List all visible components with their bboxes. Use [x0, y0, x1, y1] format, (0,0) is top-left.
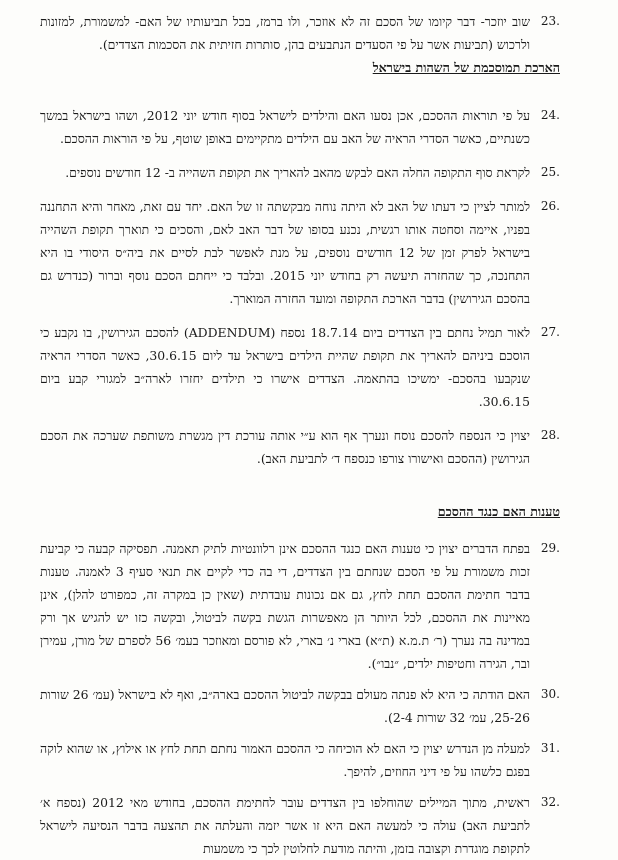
paragraph-number: 23. — [540, 14, 560, 28]
paragraph-number: 30. — [540, 687, 560, 701]
paragraph-25 — [40, 161, 560, 184]
paragraph-number: 24. — [540, 108, 560, 122]
section-heading-extension: הארכת תמוסכמת של השהות בישראל — [372, 60, 560, 75]
paragraph-text: לקראת סוף התקופה החלה האם לבקש מהאב להאריך את תקופת השהייה ב- 12 חודשים נוספים. — [65, 165, 530, 180]
paragraph-text: ראשית, מתוך המיילים שהוחלפו בין הצדדים עובר לחתימת ההסכם, בחודש מאי 2012 (נספח א׳ לתביעת האב) עולה כי למעשה האם היא זו אשר יזמה והעלתה את תהצעה בדבר הנסיעה לישראל לתקופת מוגדרת וקצובה בזמן, והיתה מודעת לחלוטין לכך כי משמעות — [40, 795, 530, 856]
paragraph-31 — [40, 737, 560, 783]
paragraph-text: למעלה מן הנדרש יצוין כי האם לא הוכיחה כי ההסכם האמור נחתם תחת לחץ או אילוץ, או שהוא לוקה בפגם כלשהו על פי דיני החוזים, להיפך. — [40, 741, 530, 779]
paragraph-26 — [40, 195, 560, 310]
paragraph-text: על פי תוראות ההסכם, אכן נסעו האם והילדים לישראל בסוף חודש יוני 2012, ושהו בישראל במשך כשנתיים, כאשר הסדרי הראיה של האב עם הילדים מתקיימים באופן שוטף, על פי הוראות ההסכם. — [40, 108, 531, 146]
paragraph-32 — [40, 791, 560, 860]
paragraph-text: האם הודתה כי היא לא פנתה מעולם בבקשה לביטול ההסכם בארה״ב, ואף לא בישראל (עמ׳ 26 שורות 25-26, עמ׳ 32 שורות 2-4). — [40, 687, 531, 725]
paragraph-24 — [40, 104, 560, 150]
paragraph-27 — [40, 321, 560, 413]
paragraph-number: 26. — [540, 199, 560, 213]
paragraph-number: 27. — [540, 325, 560, 339]
paragraph-text: יצוין כי הנספח להסכם נוסח ונערך אף הוא ע״י אותה עורכת דין מגשרת משותפת שערכה את הסכם הגירושין (ההסכם ואישורו צורפו כנספח ד׳ לתביעת האב). — [40, 428, 530, 466]
paragraph-23 — [40, 10, 560, 56]
paragraph-28 — [40, 424, 560, 470]
paragraph-number: 25. — [540, 165, 560, 179]
paragraph-text: בפתח הדברים יצוין כי טענות האם כנגד ההסכם אינן רלוונטיות לתיק תאמנה. תפסיקה קבעה כי קביעת זכות משמורת על פי הסכם שנחתם בין הצדדים, די בה כדי לקיים את תנאי סעיף 3 לאמנה. טענות בדבר חתימת ההסכם תחת לחץ, גם אם נכונות עובדתית (שאין כן במקרה זה, כמפורט להלן), אינן מאיינות את ההסכם, לכל היותר הן מאפשרות הגשת בקשה לביטול, ובקשה כזו יש להגיש אך ורק במדינה בה נערך (ר׳ ת.מ.א (ת״א) בארי נ׳ בארי, לא פורסם ומאוזכר בעמ׳ 56 לספרם של מורן, עמירן ובר, הגירה וחטיפות ילדים, ״נבו״). — [40, 541, 530, 671]
paragraph-number: 28. — [540, 428, 560, 442]
paragraph-number: 32. — [540, 795, 560, 809]
paragraph-number: 31. — [540, 741, 560, 755]
paragraph-number: 29. — [540, 541, 560, 555]
section-heading-mother-claims: טענות האם כנגד ההסכם — [437, 504, 560, 519]
paragraph-29 — [40, 537, 560, 675]
paragraph-text: לאור תמיל נחתם בין הצדדים ביום 18.7.14 נספח (ADDENDUM) להסכם הגירושין, בו נקבע כי הוסכם ביניהם להאריך את תקופת שהיית הילדים בישראל עד ליום 30.6.15, כאשר הסדרי הראיה שנקבעו בהסכם- ימשיכו בהתאמה. הצדדים אישרו כי תילדים יחזרו לארה״ב למגורי קבע ביום 30.6.15. — [40, 325, 530, 409]
paragraph-30 — [40, 683, 560, 729]
paragraph-text: למותר לציין כי דעתו של האב לא היתה נוחה מבקשתה זו של האם. יחד עם זאת, מאחר והיא התחננה בפניו, איימה וסחטה אותו רגשית, נכנע בסופו של דבר האב לאם, והסכים כי תוארך תקופת השהייה בישראל לפרק זמן של 12 חודשים נוספים, על מנת לאפשר לבת לסיים את ביה״ס היסודי בו היא התחנכה, כך שהחזרה תיעשה רק בחודש יוני 2015. ובלבד כי ייחתם הסכם נוסף וברור (כנדרש גם בהסכם הגירושין) בדבר הארכת התקופה ומועד החזרה המוארך. — [40, 199, 530, 306]
paragraph-text: שוב יוזכר- דבר קיומו של הסכם זה לא אוזכר, ולו ברמז, בכל תביעותיו של האם- למשמורת, למזונות ולרכוש (תביעות אשר על פי הסעדים הנתבעים בהן, סותרות חזיתית את הסכמות הצדדים). — [40, 14, 530, 52]
